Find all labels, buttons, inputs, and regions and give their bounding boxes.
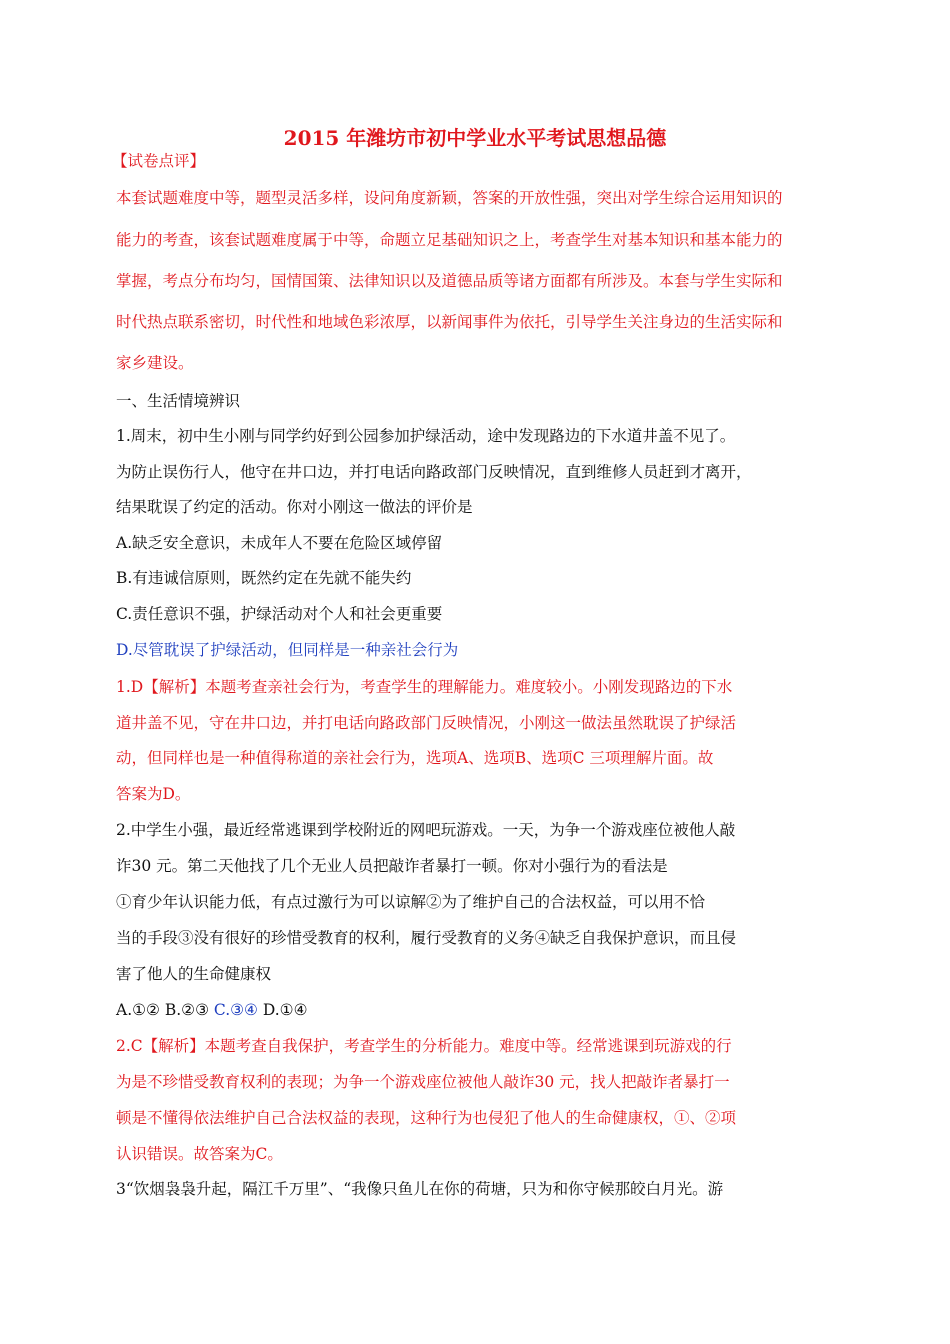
- q2-stem-line-5: 害了他人的生命健康权: [116, 965, 272, 983]
- review-label: 【试卷点评】: [112, 152, 206, 170]
- q1-option-b: B.有违诚信原则，既然约定在先就不能失约: [116, 569, 412, 587]
- review-line-3: 掌握，考点分布均匀，国情国策、法律知识以及道德品质等诸方面都有所涉及。本套与学生实际和: [116, 272, 783, 290]
- page-title: 2015 年潍坊市初中学业水平考试思想品德: [283, 126, 667, 150]
- q2-stem-line-3: ①育少年认识能力低，有点过激行为可以谅解②为了维护自己的合法权益，可以用不恰: [116, 893, 706, 911]
- review-line-4: 时代热点联系密切，时代性和地域色彩浓厚，以新闻事件为依托，引导学生关注身边的生活实际和: [116, 313, 783, 331]
- q2-stem-line-4: 当的手段③没有很好的珍惜受教育的权利，履行受教育的义务④缺乏自我保护意识，而且侵: [116, 929, 737, 947]
- review-line-1: 本套试题难度中等，题型灵活多样，设问角度新颖，答案的开放性强，突出对学生综合运用知识的: [116, 189, 783, 207]
- q2-analysis-line-4: 认识错误。故答案为C。: [116, 1145, 283, 1163]
- section-heading: 一、生活情境辨识: [116, 392, 241, 410]
- q2-analysis-line-3: 顿是不懂得依法维护自己合法权益的表现，这种行为也侵犯了他人的生命健康权，①、②项: [116, 1109, 737, 1127]
- q1-option-c: C.责任意识不强，护绿活动对个人和社会更重要: [116, 605, 443, 623]
- q2-analysis-line-2: 为是不珍惜受教育权利的表现；为争一个游戏座位被他人敲诈30 元，找人把敲诈者暴打一: [116, 1073, 730, 1091]
- q2-stem-line-1: 2.中学生小强，最近经常逃课到学校附近的网吧玩游戏。一天，为争一个游戏座位被他人敲: [116, 821, 736, 839]
- q2-options: [116, 999, 307, 1021]
- q2-option-a: A.①②: [116, 1001, 160, 1019]
- q1-stem-line-2: 为防止误伤行人，他守在井口边，并打电话向路政部门反映情况，直到维修人员赶到才离开，: [116, 463, 752, 481]
- review-line-5: 家乡建设。: [116, 354, 194, 372]
- q2-option-b: B.②③: [164, 1001, 209, 1019]
- review-line-2: 能力的考查，该套试题难度属于中等，命题立足基础知识之上，考查学生对基本知识和基本能力的: [116, 231, 783, 249]
- q1-option-d-answer: D.尽管耽误了护绿活动，但同样是一种亲社会行为: [116, 641, 459, 659]
- q2-analysis-line-1: 2.C【解析】本题考查自我保护，考查学生的分析能力。难度中等。经常逃课到玩游戏的行: [116, 1037, 732, 1055]
- q1-analysis-line-2: 道井盖不见，守在井口边，并打电话向路政部门反映情况，小刚这一做法虽然耽误了护绿活: [116, 714, 737, 732]
- q2-option-c-answer: C.③④: [213, 1001, 258, 1019]
- q2-stem-line-2: 诈30 元。第二天他找了几个无业人员把敲诈者暴打一顿。你对小强行为的看法是: [116, 857, 668, 875]
- q1-option-a: A.缺乏安全意识，未成年人不要在危险区域停留: [116, 534, 443, 552]
- q3-stem-line-1: 3“饮烟袅袅升起，隔江千万里”、“我像只鱼儿在你的荷塘，只为和你守候那皎白月光。游: [116, 1180, 724, 1198]
- q1-stem-line-1: 1.周末，初中生小刚与同学约好到公园参加护绿活动，途中发现路边的下水道井盖不见了。: [116, 427, 736, 445]
- q1-stem-line-3: 结果耽误了约定的活动。你对小刚这一做法的评价是: [116, 498, 473, 516]
- q1-analysis-line-3: 动，但同样也是一种值得称道的亲社会行为，选项A、选项B、选项C 三项理解片面。故: [116, 749, 714, 767]
- q2-option-d: D.①④: [262, 1001, 308, 1019]
- q1-analysis-line-1: 1.D【解析】本题考查亲社会行为，考查学生的理解能力。难度较小。小刚发现路边的下水: [116, 678, 733, 696]
- q1-analysis-line-4: 答案为D。: [116, 785, 191, 803]
